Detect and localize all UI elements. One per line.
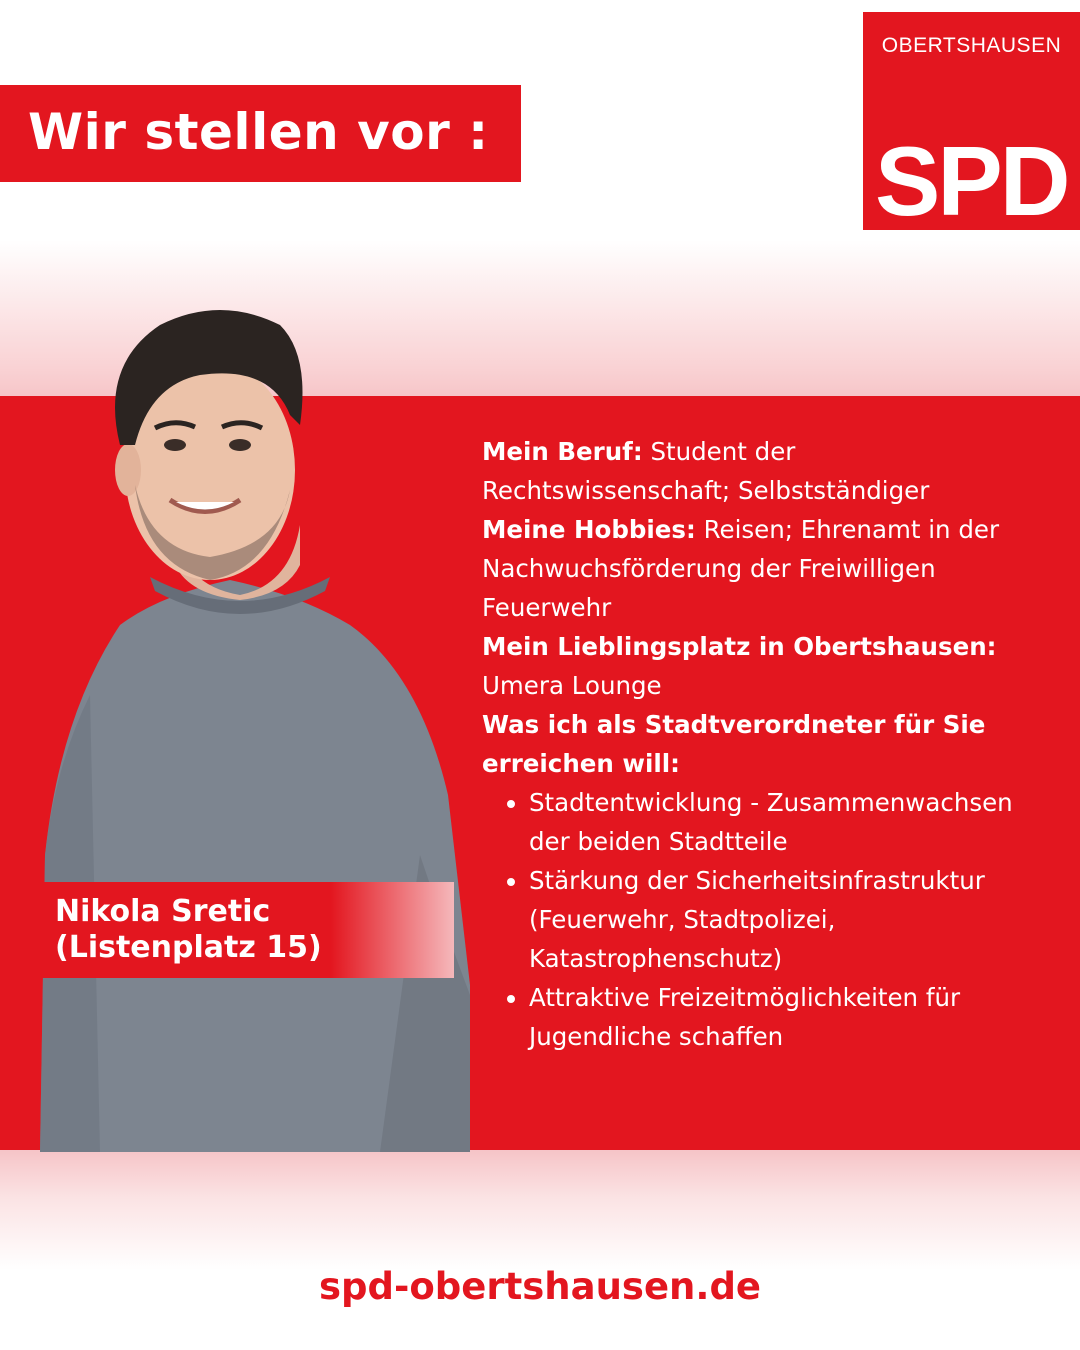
favorite-place-line — [482, 627, 1042, 705]
logo-city: OBERTSHAUSEN — [881, 34, 1062, 57]
favorite-place-label: Mein Lieblingsplatz in Obertshausen: — [482, 632, 997, 661]
candidate-name: Nikola Sretic — [55, 894, 271, 929]
favorite-place-value: Umera Lounge — [482, 671, 662, 700]
headline-banner — [0, 85, 521, 182]
headline: Wir stellen vor : — [28, 103, 489, 161]
hobbies-label: Meine Hobbies: — [482, 515, 696, 544]
job-label: Mein Beruf: — [482, 437, 643, 466]
goal-item: • Stärkung der Sicherheitsinfrastruktur (Feuerwehr, Stadtpolizei, Katastrophenschutz) — [529, 861, 1042, 978]
job-value: Student der Rechtswissenschaft; Selbstständiger — [482, 437, 930, 505]
goal-item: • Attraktive Freizeitmöglichkeiten für Jugendliche schaffen — [529, 978, 1042, 1056]
goals-list — [482, 783, 1042, 1056]
goals-heading — [482, 705, 1042, 783]
candidate-portrait-illustration — [0, 295, 480, 1152]
hobbies-value: Reisen; Ehrenamt in der Nachwuchsförderung der Freiwilligen Feuerwehr — [482, 515, 1000, 622]
spd-logo — [863, 12, 1080, 236]
website-url[interactable]: spd-obertshausen.de — [318, 1265, 762, 1308]
candidate-profile — [482, 432, 1042, 1056]
job-line — [482, 432, 1042, 510]
candidate-list-position: (Listenplatz 15) — [55, 930, 322, 965]
goals-label: Was ich als Stadtverordneter für Sie erreichen will: — [482, 710, 986, 778]
logo-party-mark: SPD — [875, 126, 1068, 236]
candidate-name-banner — [14, 882, 454, 978]
candidate-photo — [0, 295, 480, 1152]
hobbies-line — [482, 510, 1042, 627]
goal-item: • Stadtentwicklung - Zusammenwachsen der beiden Stadtteile — [529, 783, 1042, 861]
bottom-gradient-band — [0, 1150, 1080, 1270]
